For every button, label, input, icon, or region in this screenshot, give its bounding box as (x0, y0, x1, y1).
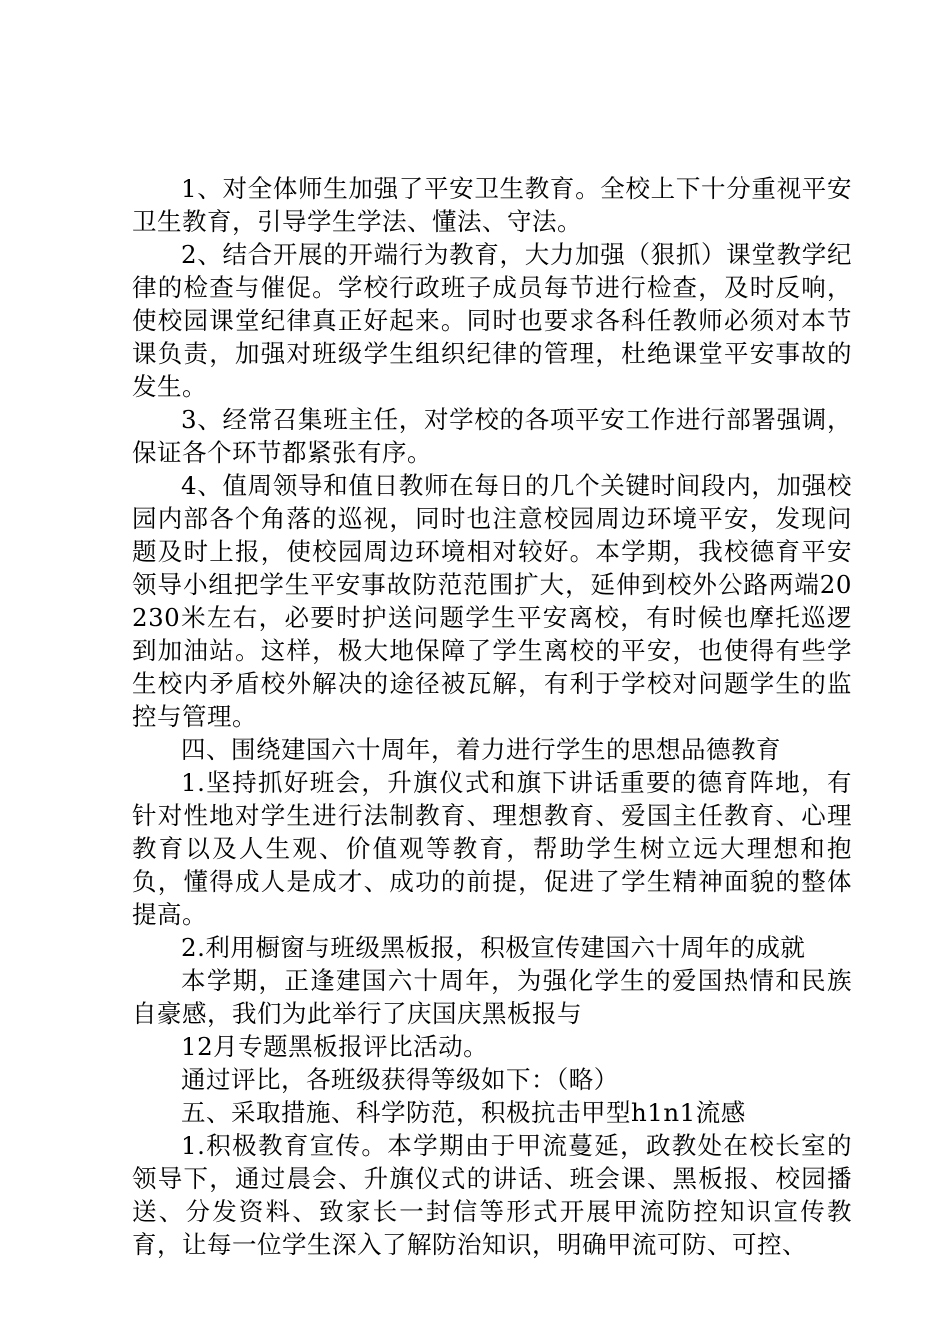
paragraph-10: 1.积极教育宣传。本学期由于甲流蔓延，政教处在校长室的领导下，通过晨会、升旗仪式的讲话、班会课、黑板报、校园播送、分发资料、致家长一封信等形式开展甲流防控知识宣传教育，让每一位学生深入了解防治知识，明确甲流可防、可控、 (132, 1131, 852, 1259)
paragraph-6: 2.利用橱窗与班级黑板报，积极宣传建国六十周年的成就 (181, 933, 806, 962)
paragraph-7: 本学期，正逢建国六十周年，为强化学生的爱国热情和民族自豪感，我们为此举行了庆国庆黑板报与 (132, 966, 852, 1028)
paragraph-5: 1.坚持抓好班会，升旗仪式和旗下讲话重要的德育阵地，有针对性地对学生进行法制教育、理想教育、爱国主任教育、心理教育以及人生观、价值观等教育，帮助学生树立远大理想和抱负，懂得成人是成才、成功的前提，促进了学生精神面貌的整体提高。 (132, 768, 852, 929)
paragraph-4: 4、值周领导和值日教师在每日的几个关键时间段内，加强校园内部各个角落的巡视，同时也注意校园周边环境平安，发现问题及时上报，使校园周边环境相对较好。本学期，我校德育平安领导小组把学生平安事故防范范围扩大，延伸到校外公路两端20230米左右，必要时护送问题学生平安离校，有时候也摩托巡逻到加油站。这样，极大地保障了学生离校的平安，也使得有些学生校内矛盾校外解决的途径被瓦解，有利于学校对问题学生的监控与管理。 (132, 471, 852, 731)
section-heading-5: 五、采取措施、科学防范，积极抗击甲型h1n1流感 (181, 1098, 746, 1127)
paragraph-8: 12月专题黑板报评比活动。 (181, 1032, 489, 1061)
document-body (132, 172, 852, 1261)
paragraph-3: 3、经常召集班主任，对学校的各项平安工作进行部署强调，保证各个环节都紧张有序。 (132, 405, 852, 467)
paragraph-2: 2、结合开展的开端行为教育，大力加强（狠抓）课堂教学纪律的检查与催促。学校行政班子成员每节进行检查，及时反响，使校园课堂纪律真正好起来。同时也要求各科任教师必须对本节课负责，加强对班级学生组织纪律的管理，杜绝课堂平安事故的发生。 (132, 240, 852, 401)
section-heading-4: 四、围绕建国六十周年，着力进行学生的思想品德教育 (181, 735, 781, 764)
paragraph-9: 通过评比，各班级获得等级如下：（略） (181, 1065, 619, 1094)
paragraph-1: 1、对全体师生加强了平安卫生教育。全校上下十分重视平安卫生教育，引导学生学法、懂法、守法。 (132, 174, 852, 236)
